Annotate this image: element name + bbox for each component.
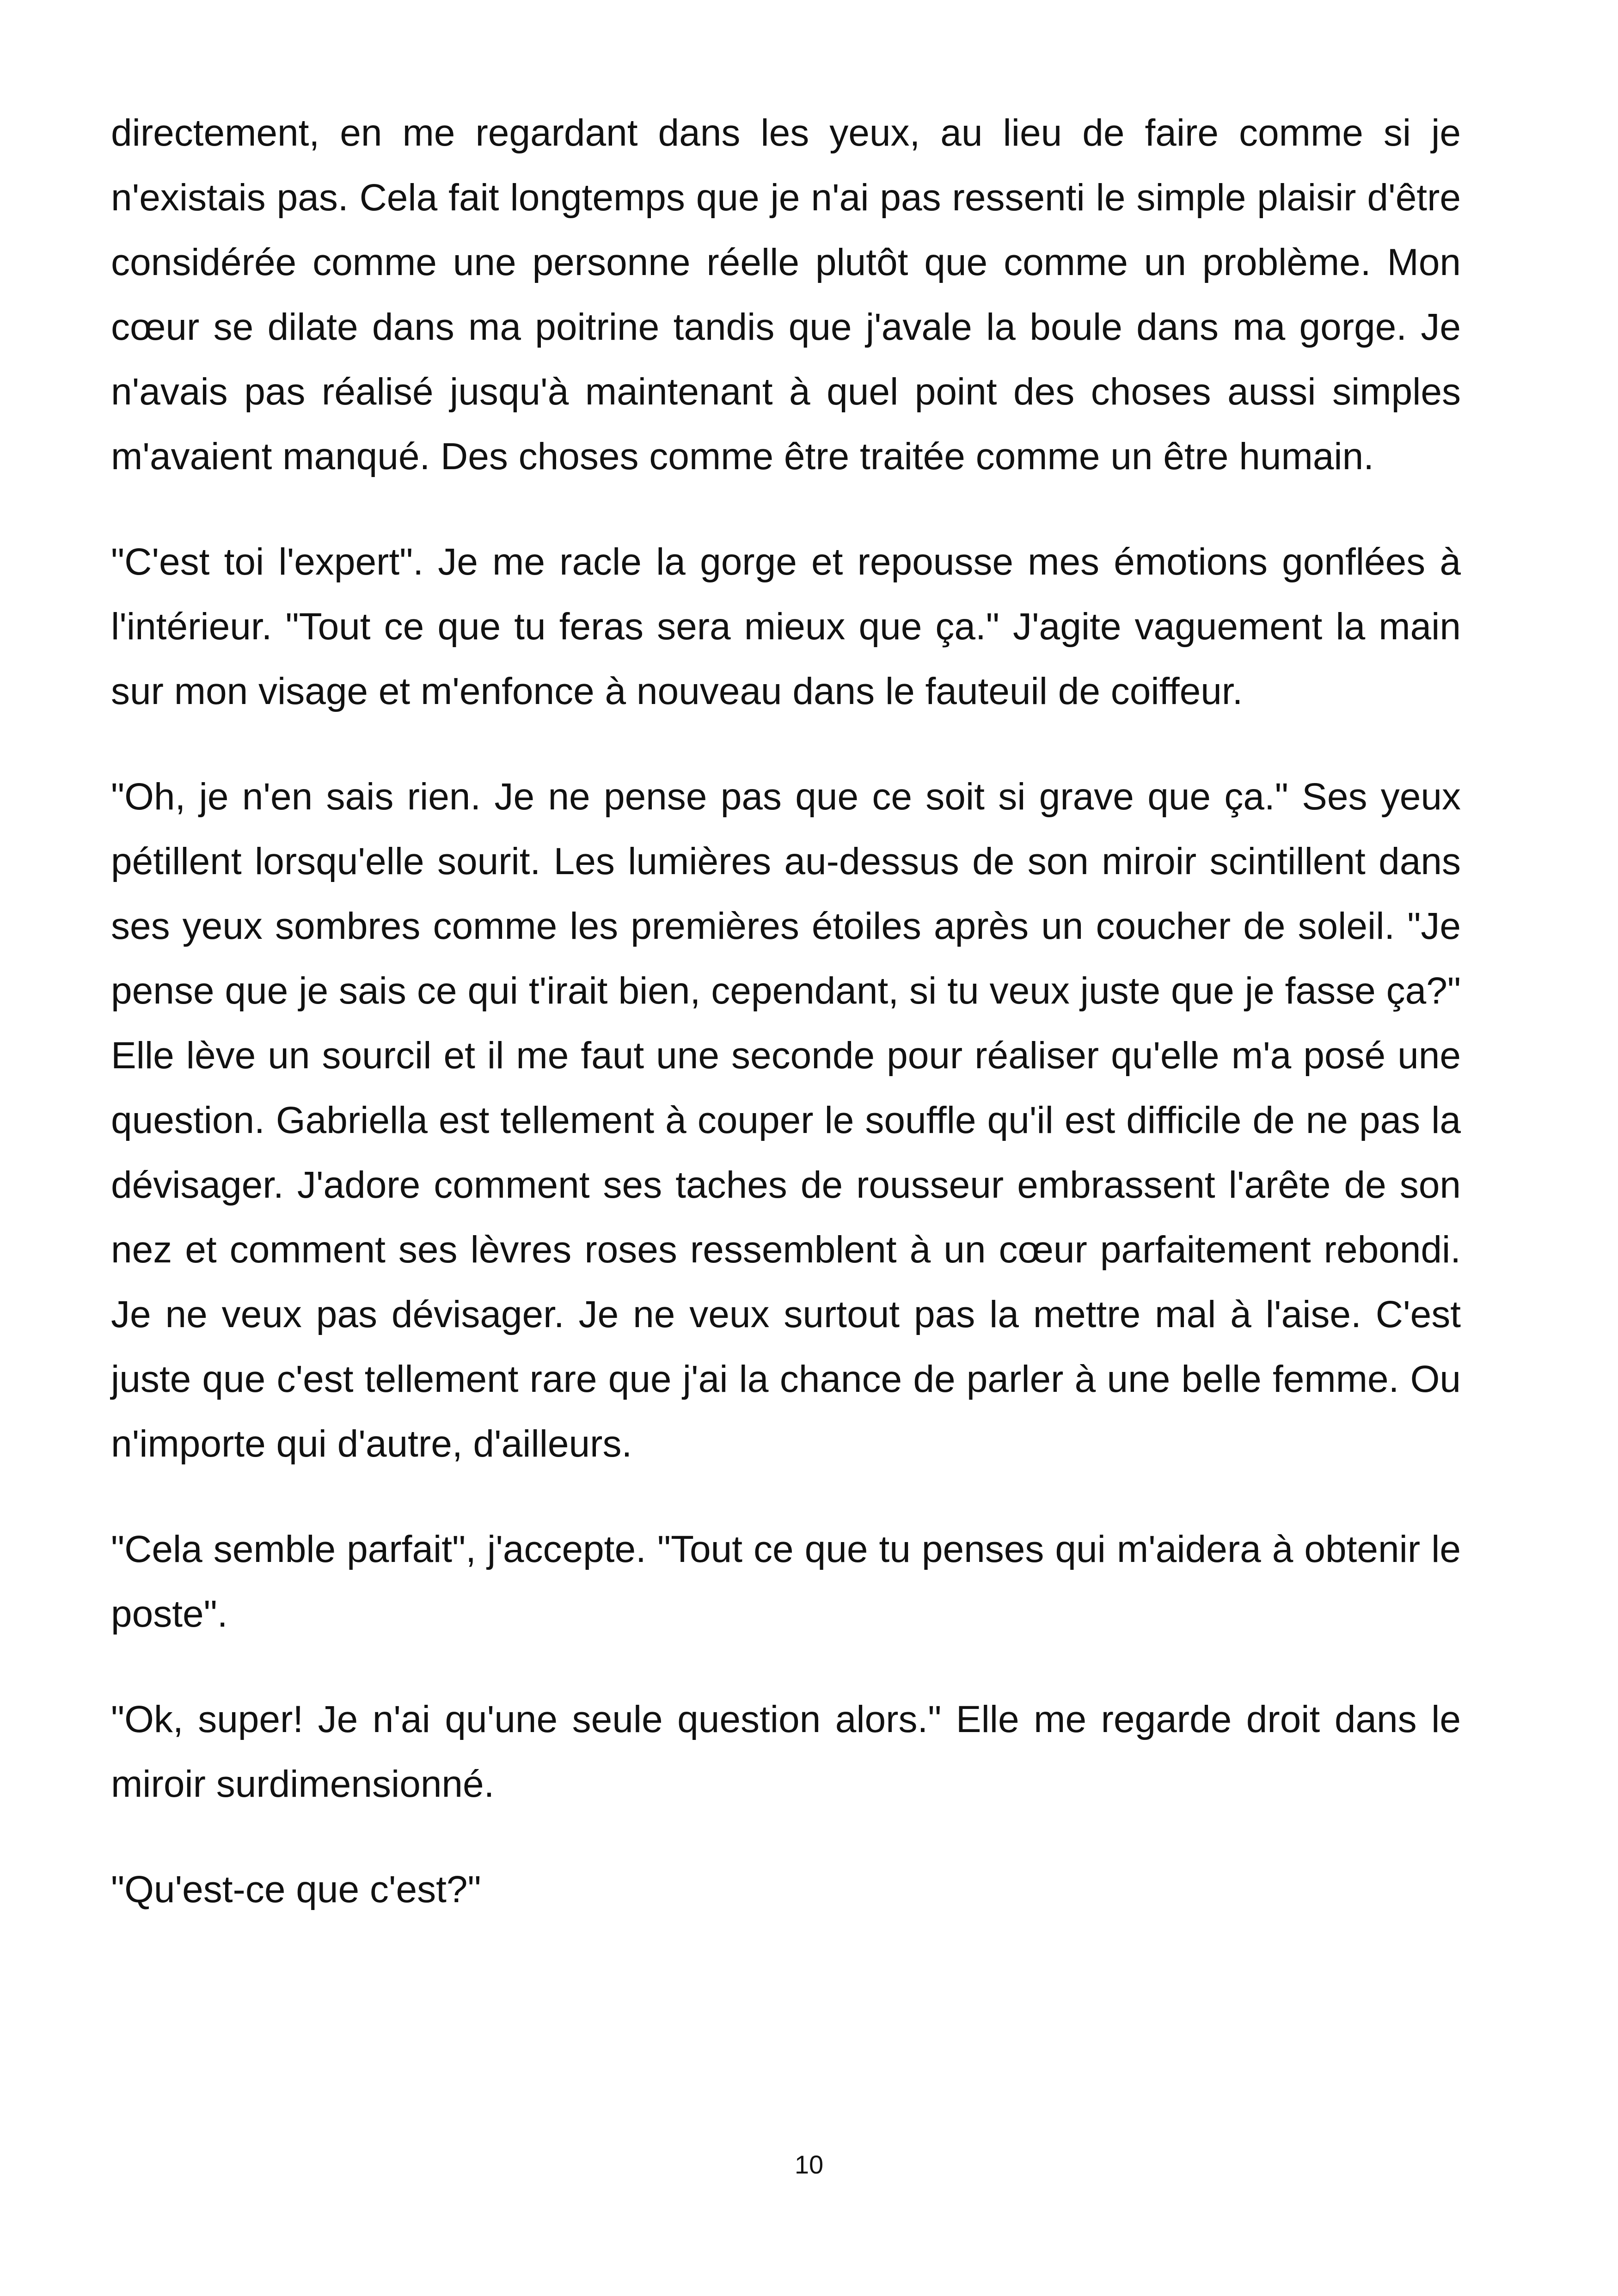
paragraph-1: directement, en me regardant dans les yeux, au lieu de faire comme si je n'existais pas. Cela fait longtemps que je n'ai pas ressenti le simple plaisir d'être considérée comme une personne réelle plutôt que comme un problème. Mon cœur se dilate dans ma poitrine tandis que j'avale la boule dans ma gorge. Je n'avais pas réalisé jusqu'à maintenant à quel point des choses aussi simples m'avaient manqué. Des choses comme être traitée comme un être humain. [111, 112, 1461, 478]
paragraph-4: "Cela semble parfait", j'accepte. "Tout ce que tu penses qui m'aidera à obtenir le poste". [111, 1528, 1461, 1635]
paragraph-2: "C'est toi l'expert". Je me racle la gorge et repousse mes émotions gonflées à l'intérieur. "Tout ce que tu feras sera mieux que ça." J'agite vaguement la main sur mon visage et m'enfonce à nouveau dans le fauteuil de coiffeur. [111, 541, 1461, 712]
body-text [111, 101, 1461, 1922]
paragraph-5: "Ok, super! Je n'ai qu'une seule question alors." Elle me regarde droit dans le miroir surdimensionné. [111, 1698, 1461, 1805]
paragraph-6: "Qu'est-ce que c'est?" [111, 1868, 481, 1910]
page-number: 10 [794, 2150, 824, 2179]
paragraph-3: "Oh, je n'en sais rien. Je ne pense pas que ce soit si grave que ça." Ses yeux pétillent lorsqu'elle sourit. Les lumières au-dessus de son miroir scintillent dans ses yeux sombres comme les premières étoiles après un coucher de soleil. "Je pense que je sais ce qui t'irait bien, cependant, si tu veux juste que je fasse ça?" Elle lève un sourcil et il me faut une seconde pour réaliser qu'elle m'a posé une question. Gabriella est tellement à couper le souffle qu'il est difficile de ne pas la dévisager. J'adore comment ses taches de rousseur embrassent l'arête de son nez et comment ses lèvres roses ressemblent à un cœur parfaitement rebondi. Je ne veux pas dévisager. Je ne veux surtout pas la mettre mal à l'aise. C'est juste que c'est tellement rare que j'ai la chance de parler à une belle femme. Ou n'importe qui d'autre, d'ailleurs. [111, 776, 1461, 1465]
